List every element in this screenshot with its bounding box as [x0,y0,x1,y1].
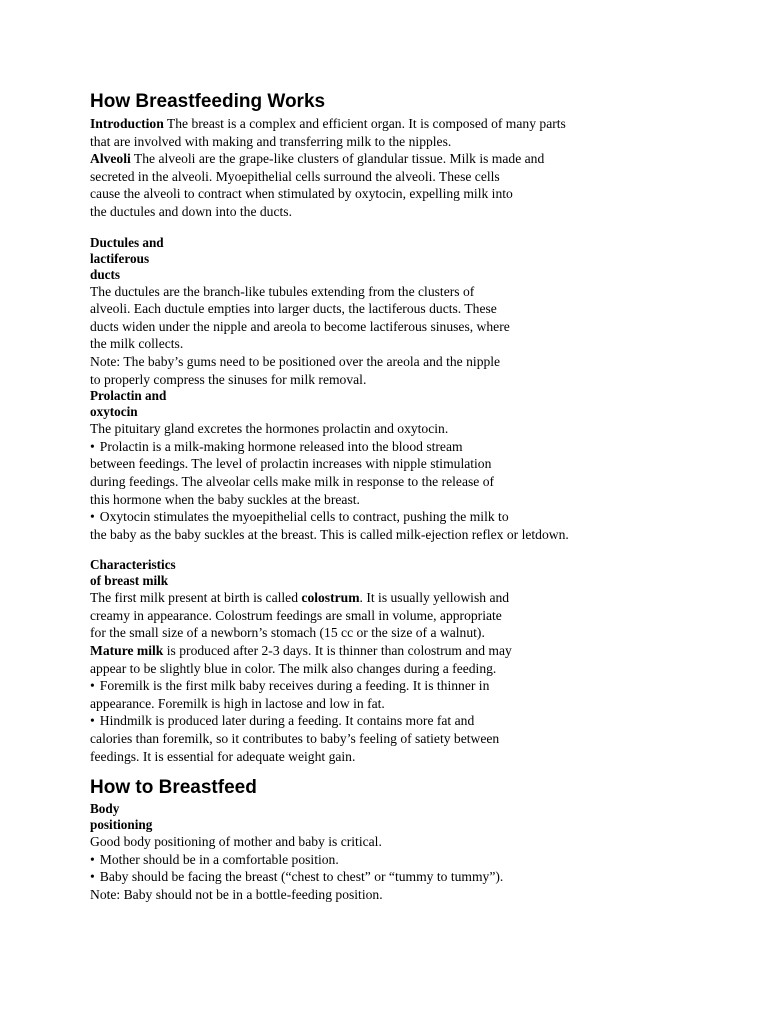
characteristics-line: for the small size of a newborn’s stomach (15 cc or the size of a walnut). [90,625,485,641]
foremilk-line: appearance. Foremilk is high in lactose and low in fat. [90,695,385,711]
hindmilk-bullet-line [90,712,750,730]
hindmilk-bullet-text: Hindmilk is produced later during a feeding. It contains more fat and [99,713,475,729]
characteristics-heading: Characteristics [90,557,176,573]
foremilk-bullet-text: Foremilk is the first milk baby receives during a feeding. It is thinner in [99,678,490,694]
prolactin-line: The pituitary gland excretes the hormones prolactin and oxytocin. [90,421,449,437]
characteristics-text: The first milk present at birth is called [90,590,302,606]
section-title: How to Breastfeed [90,777,257,799]
ductules-note: to properly compress the sinuses for milk removal. [90,371,367,387]
prolactin-bullet-line [90,438,750,456]
characteristics-line: creamy in appearance. Colostrum feedings are small in volume, appropriate [90,607,502,623]
bullet-icon: • [90,713,95,729]
prolactin-line: during feedings. The alveolar cells make milk in response to the release of [90,473,495,489]
ductules-line: ducts widen under the nipple and areola to become lactiferous sinuses, where [90,318,510,334]
prolactin-line: between feedings. The level of prolactin increases with nipple stimulation [90,456,492,472]
mature-milk-line [90,642,750,660]
bullet-icon: • [90,869,95,885]
bullet-icon: • [90,678,95,694]
oxytocin-bullet-line [90,508,750,526]
body-positioning-note: Note: Baby should not be in a bottle-feeding position. [90,887,383,902]
foremilk-bullet-line [90,677,750,695]
ductules-line: alveoli. Each ductule empties into larger ducts, the lactiferous ducts. These [90,301,497,317]
intro-paragraph-line [90,115,750,133]
body-positioning-heading: Body [90,801,120,817]
characteristics-line: appear to be slightly blue in color. The milk also changes during a feeding. [90,660,497,676]
intro-label: Introduction [90,116,164,131]
ductules-heading: lactiferous [90,250,150,266]
alveoli-line: the ductules and down into the ducts. [90,203,292,219]
alveoli-text: The alveoli are the grape-like clusters of glandular tissue. Milk is made and [130,151,545,167]
prolactin-heading: oxytocin [90,404,138,420]
mother-bullet-line [90,851,750,869]
ductules-line: The ductules are the branch-like tubules extending from the clusters of [90,283,475,299]
alveoli-paragraph-line [90,150,750,168]
hindmilk-line: feedings. It is essential for adequate weight gain. [90,748,356,764]
bullet-icon: • [90,438,95,454]
colostrum-term: colostrum [301,590,360,606]
oxytocin-line: the baby as the baby suckles at the breast. This is called milk-ejection reflex or letdown. [90,526,569,542]
mature-milk-term: Mature milk [90,643,164,659]
alveoli-label: Alveoli [90,151,131,167]
page-title: How Breastfeeding Works [90,91,326,112]
bullet-icon: • [90,509,95,525]
prolactin-bullet-text: Prolactin is a milk-making hormone released into the blood stream [99,438,463,454]
alveoli-line: secreted in the alveoli. Myoepithelial cells surround the alveoli. These cells [90,168,500,184]
ductules-line: the milk collects. [90,336,184,352]
body-positioning-line: Good body positioning of mother and baby is critical. [90,834,382,850]
characteristics-heading: of breast milk [90,573,169,589]
mother-bullet-text: Mother should be in a comfortable position. [99,851,339,867]
baby-bullet-text: Baby should be facing the breast (“chest to chest” or “tummy to tummy”). [99,869,504,885]
document-content [90,89,750,904]
bullet-icon: • [90,851,95,867]
body-positioning-heading: positioning [90,817,153,833]
mature-milk-text: is produced after 2-3 days. It is thinner than colostrum and may [163,643,512,659]
ductules-heading: ducts [90,266,121,282]
characteristics-line [90,589,750,607]
characteristics-text: . It is usually yellowish and [359,590,510,606]
hindmilk-line: calories than foremilk, so it contributes to baby’s feeling of satiety between [90,731,500,747]
ductules-note: Note: The baby’s gums need to be positioned over the areola and the nipple [90,353,501,369]
prolactin-heading: Prolactin and [90,388,167,404]
ductules-heading: Ductules and [90,234,164,250]
baby-bullet-line [90,868,750,886]
intro-text: The breast is a complex and efficient organ. It is composed of many parts [163,116,566,131]
prolactin-line: this hormone when the baby suckles at the breast. [90,491,360,507]
oxytocin-bullet-text: Oxytocin stimulates the myoepithelial cells to contract, pushing the milk to [99,509,509,525]
alveoli-line: cause the alveoli to contract when stimulated by oxytocin, expelling milk into [90,186,513,202]
intro-line: that are involved with making and transferring milk to the nipples. [90,133,452,149]
